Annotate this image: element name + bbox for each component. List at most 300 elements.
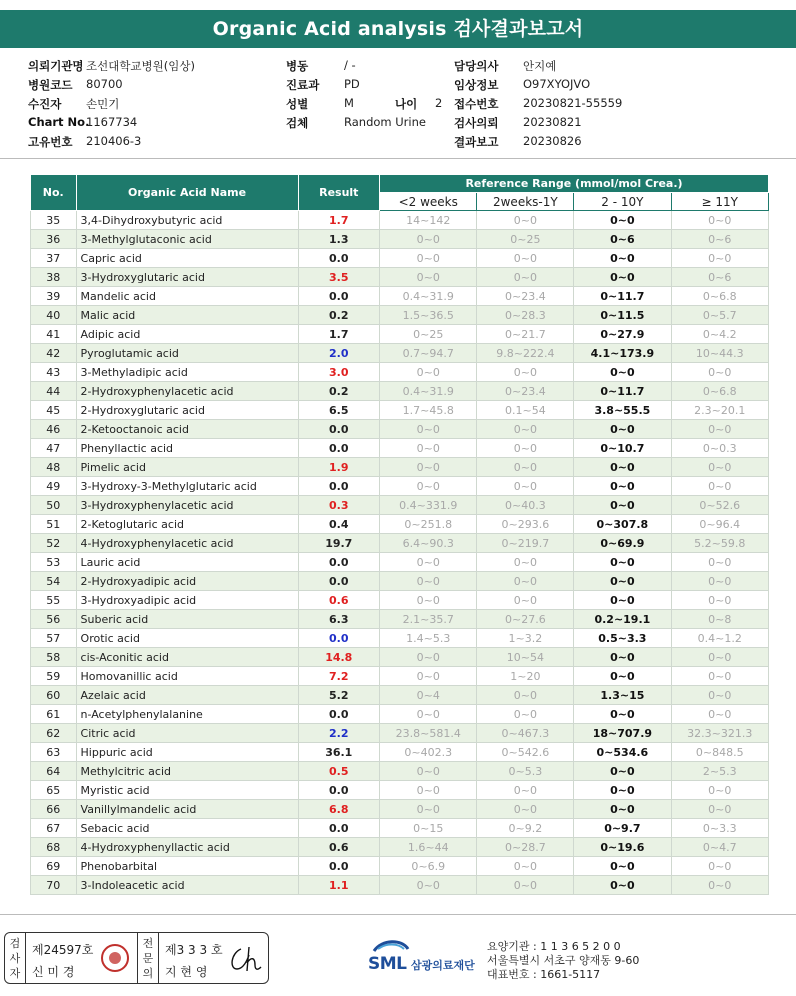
acid-name: 3,4-Dihydroxybutyric acid bbox=[76, 211, 298, 230]
signature-icon bbox=[227, 943, 265, 977]
table-row bbox=[31, 724, 769, 743]
reference-range: 0~0 bbox=[671, 876, 768, 895]
acid-name: Citric acid bbox=[76, 724, 298, 743]
reference-range: 0~0 bbox=[380, 876, 477, 895]
reference-range: 0~0 bbox=[380, 363, 477, 382]
results-table bbox=[30, 174, 769, 895]
reference-range: 0~0 bbox=[574, 572, 671, 591]
row-number: 51 bbox=[31, 515, 77, 534]
acid-name: 3-Indoleacetic acid bbox=[76, 876, 298, 895]
acid-name: Hippuric acid bbox=[76, 743, 298, 762]
table-row bbox=[31, 591, 769, 610]
reference-range: 0~52.6 bbox=[671, 496, 768, 515]
table-row bbox=[31, 857, 769, 876]
reference-range: 0~251.8 bbox=[380, 515, 477, 534]
acid-name: 3-Hydroxyglutaric acid bbox=[76, 268, 298, 287]
reference-range: 0~0 bbox=[574, 458, 671, 477]
table-row bbox=[31, 211, 769, 230]
result-value: 3.0 bbox=[298, 363, 380, 382]
reference-range: 0~0 bbox=[671, 211, 768, 230]
row-number: 53 bbox=[31, 553, 77, 572]
specialist-name: 지 현 영 bbox=[165, 965, 208, 979]
row-number: 35 bbox=[31, 211, 77, 230]
row-number: 42 bbox=[31, 344, 77, 363]
row-number: 36 bbox=[31, 230, 77, 249]
reference-range: 0~0 bbox=[477, 686, 574, 705]
result-value: 1.9 bbox=[298, 458, 380, 477]
acid-name: Phenobarbital bbox=[76, 857, 298, 876]
acid-name: 2-Ketooctanoic acid bbox=[76, 420, 298, 439]
row-number: 55 bbox=[31, 591, 77, 610]
table-row bbox=[31, 838, 769, 857]
acid-name: 2-Ketoglutaric acid bbox=[76, 515, 298, 534]
footer-divider bbox=[0, 914, 796, 915]
acid-name: Homovanillic acid bbox=[76, 667, 298, 686]
reference-range: 32.3~321.3 bbox=[671, 724, 768, 743]
table-row bbox=[31, 572, 769, 591]
acid-name: Capric acid bbox=[76, 249, 298, 268]
reference-range: 0~0 bbox=[477, 876, 574, 895]
reference-range: 0~0 bbox=[574, 553, 671, 572]
row-number: 57 bbox=[31, 629, 77, 648]
result-value: 0.2 bbox=[298, 382, 380, 401]
reference-range: 0~402.3 bbox=[380, 743, 477, 762]
col-header-ref-1: 2weeks-1Y bbox=[477, 193, 574, 211]
result-value: 6.5 bbox=[298, 401, 380, 420]
reference-range: 0.1~54 bbox=[477, 401, 574, 420]
info-row bbox=[28, 96, 788, 115]
report-date-value: 20230826 bbox=[523, 134, 582, 148]
reference-range: 0~15 bbox=[380, 819, 477, 838]
reference-range: 0~0 bbox=[477, 591, 574, 610]
result-value: 7.2 bbox=[298, 667, 380, 686]
result-value: 0.0 bbox=[298, 420, 380, 439]
row-number: 44 bbox=[31, 382, 77, 401]
table-row bbox=[31, 401, 769, 420]
table-row bbox=[31, 648, 769, 667]
table-row bbox=[31, 458, 769, 477]
chart-no-value: 1167734 bbox=[86, 115, 138, 129]
reference-range: 0~25 bbox=[477, 230, 574, 249]
reference-range: 23.8~581.4 bbox=[380, 724, 477, 743]
table-row bbox=[31, 800, 769, 819]
reference-range: 3.8~55.5 bbox=[574, 401, 671, 420]
signature-box bbox=[4, 932, 269, 984]
row-number: 66 bbox=[31, 800, 77, 819]
table-row bbox=[31, 249, 769, 268]
report-date-label: 결과보고 bbox=[454, 135, 499, 149]
reference-range: 2~5.3 bbox=[671, 762, 768, 781]
row-number: 41 bbox=[31, 325, 77, 344]
reference-range: 0.5~3.3 bbox=[574, 629, 671, 648]
reference-range: 9.8~222.4 bbox=[477, 344, 574, 363]
acid-name: 4-Hydroxyphenyllactic acid bbox=[76, 838, 298, 857]
reference-range: 0~0 bbox=[477, 781, 574, 800]
reference-range: 0~11.7 bbox=[574, 287, 671, 306]
reference-range: 0.4~31.9 bbox=[380, 382, 477, 401]
reference-range: 0~0 bbox=[380, 572, 477, 591]
patient-name-value: 손민기 bbox=[86, 97, 120, 111]
reference-range: 0~848.5 bbox=[671, 743, 768, 762]
ward-value: / - bbox=[344, 58, 356, 72]
age-value: 2 bbox=[435, 96, 443, 110]
reference-range: 0~0 bbox=[671, 686, 768, 705]
accession-no-value: 20230821-55559 bbox=[523, 96, 623, 110]
reference-range: 0~0 bbox=[671, 249, 768, 268]
acid-name: 2-Hydroxyphenylacetic acid bbox=[76, 382, 298, 401]
col-header-no: No. bbox=[31, 175, 77, 211]
result-value: 0.0 bbox=[298, 572, 380, 591]
reference-range: 0~0 bbox=[477, 420, 574, 439]
acid-name: Sebacic acid bbox=[76, 819, 298, 838]
row-number: 52 bbox=[31, 534, 77, 553]
unique-no-value: 210406-3 bbox=[86, 134, 142, 148]
reference-range: 0~0 bbox=[380, 705, 477, 724]
row-number: 46 bbox=[31, 420, 77, 439]
result-value: 0.0 bbox=[298, 249, 380, 268]
reference-range: 0~0 bbox=[671, 648, 768, 667]
reference-range: 0~10.7 bbox=[574, 439, 671, 458]
result-value: 0.0 bbox=[298, 287, 380, 306]
tester-label: 검 사 자 bbox=[9, 937, 21, 980]
reference-range: 0~27.6 bbox=[477, 610, 574, 629]
age-label: 나이 bbox=[395, 97, 418, 111]
contact-line: 서울특별시 서초구 양재동 9-60 bbox=[487, 954, 640, 967]
col-header-reference-range: Reference Range (mmol/mol Crea.) bbox=[380, 175, 769, 193]
reference-range: 4.1~173.9 bbox=[574, 344, 671, 363]
reference-range: 0~6 bbox=[574, 230, 671, 249]
result-value: 0.0 bbox=[298, 819, 380, 838]
reference-range: 18~707.9 bbox=[574, 724, 671, 743]
acid-name: 3-Hydroxyadipic acid bbox=[76, 591, 298, 610]
col-header-ref-3: ≥ 11Y bbox=[671, 193, 768, 211]
result-value: 1.7 bbox=[298, 211, 380, 230]
result-value: 0.0 bbox=[298, 477, 380, 496]
acid-name: Myristic acid bbox=[76, 781, 298, 800]
result-value: 1.1 bbox=[298, 876, 380, 895]
seal-stamp-icon bbox=[101, 944, 129, 972]
row-number: 40 bbox=[31, 306, 77, 325]
chart-no-label: Chart No. bbox=[28, 115, 90, 129]
row-number: 61 bbox=[31, 705, 77, 724]
acid-name: n-Acetylphenylalanine bbox=[76, 705, 298, 724]
result-value: 6.3 bbox=[298, 610, 380, 629]
result-value: 0.0 bbox=[298, 439, 380, 458]
reference-range: 0~11.5 bbox=[574, 306, 671, 325]
reference-range: 0~0 bbox=[574, 496, 671, 515]
table-row bbox=[31, 306, 769, 325]
request-date-label: 검사의뢰 bbox=[454, 116, 499, 130]
doctor-value: 안지예 bbox=[523, 59, 557, 73]
reference-range: 0~0 bbox=[574, 667, 671, 686]
acid-name: Adipic acid bbox=[76, 325, 298, 344]
contact-info bbox=[487, 940, 639, 982]
table-row bbox=[31, 705, 769, 724]
reference-range: 0~534.6 bbox=[574, 743, 671, 762]
acid-name: cis-Aconitic acid bbox=[76, 648, 298, 667]
table-row bbox=[31, 743, 769, 762]
result-value: 5.2 bbox=[298, 686, 380, 705]
table-row bbox=[31, 230, 769, 249]
header-divider bbox=[0, 158, 796, 159]
hospital-code-value: 80700 bbox=[86, 77, 123, 91]
table-row bbox=[31, 515, 769, 534]
reference-range: 0~9.7 bbox=[574, 819, 671, 838]
row-number: 43 bbox=[31, 363, 77, 382]
row-number: 67 bbox=[31, 819, 77, 838]
reference-range: 0~0 bbox=[671, 667, 768, 686]
result-value: 2.0 bbox=[298, 344, 380, 363]
reference-range: 0~0 bbox=[477, 857, 574, 876]
reference-range: 0~5.3 bbox=[477, 762, 574, 781]
reference-range: 0~6 bbox=[671, 268, 768, 287]
acid-name: Lauric acid bbox=[76, 553, 298, 572]
row-number: 68 bbox=[31, 838, 77, 857]
patient-info bbox=[28, 58, 788, 153]
reference-range: 0~0 bbox=[380, 781, 477, 800]
reference-range: 0~21.7 bbox=[477, 325, 574, 344]
info-row bbox=[28, 58, 788, 77]
acid-name: Suberic acid bbox=[76, 610, 298, 629]
table-row bbox=[31, 819, 769, 838]
reference-range: 0~25 bbox=[380, 325, 477, 344]
reference-range: 0.4~331.9 bbox=[380, 496, 477, 515]
reference-range: 1.4~5.3 bbox=[380, 629, 477, 648]
reference-range: 0~0 bbox=[574, 477, 671, 496]
reference-range: 0~0 bbox=[574, 876, 671, 895]
org-name: 삼광의료재단 bbox=[411, 959, 475, 972]
table-row bbox=[31, 268, 769, 287]
acid-name: 2-Hydroxyadipic acid bbox=[76, 572, 298, 591]
reference-range: 1.5~36.5 bbox=[380, 306, 477, 325]
reference-range: 0~0.3 bbox=[671, 439, 768, 458]
patient-name-label: 수진자 bbox=[28, 97, 62, 111]
reference-range: 0~0 bbox=[380, 477, 477, 496]
result-value: 0.4 bbox=[298, 515, 380, 534]
reference-range: 0~0 bbox=[574, 268, 671, 287]
reference-range: 0~27.9 bbox=[574, 325, 671, 344]
acid-name: Azelaic acid bbox=[76, 686, 298, 705]
row-number: 39 bbox=[31, 287, 77, 306]
report-title: Organic Acid analysis 검사결과보고서 bbox=[0, 10, 796, 48]
reference-range: 0~0 bbox=[574, 800, 671, 819]
reference-range: 0~0 bbox=[380, 762, 477, 781]
result-value: 0.0 bbox=[298, 629, 380, 648]
reference-range: 0~0 bbox=[477, 363, 574, 382]
acid-name: Pimelic acid bbox=[76, 458, 298, 477]
specimen-label: 검체 bbox=[286, 116, 309, 130]
table-row bbox=[31, 876, 769, 895]
reference-range: 1~20 bbox=[477, 667, 574, 686]
result-value: 36.1 bbox=[298, 743, 380, 762]
reference-range: 0~28.7 bbox=[477, 838, 574, 857]
reference-range: 0~0 bbox=[477, 477, 574, 496]
acid-name: Methylcitric acid bbox=[76, 762, 298, 781]
reference-range: 0.4~31.9 bbox=[380, 287, 477, 306]
reference-range: 0~0 bbox=[380, 230, 477, 249]
reference-range: 0~0 bbox=[671, 553, 768, 572]
result-value: 1.7 bbox=[298, 325, 380, 344]
reference-range: 0.2~19.1 bbox=[574, 610, 671, 629]
reference-range: 1.3~15 bbox=[574, 686, 671, 705]
acid-name: 3-Methylglutaconic acid bbox=[76, 230, 298, 249]
referring-org-label: 의뢰기관명 bbox=[28, 59, 84, 73]
reference-range: 0~4.2 bbox=[671, 325, 768, 344]
result-value: 0.0 bbox=[298, 857, 380, 876]
reference-range: 1.6~44 bbox=[380, 838, 477, 857]
reference-range: 0~0 bbox=[574, 249, 671, 268]
reference-range: 0~28.3 bbox=[477, 306, 574, 325]
specimen-value: Random Urine bbox=[344, 115, 426, 129]
reference-range: 0~0 bbox=[380, 591, 477, 610]
reference-range: 0~19.6 bbox=[574, 838, 671, 857]
row-number: 69 bbox=[31, 857, 77, 876]
reference-range: 0.7~94.7 bbox=[380, 344, 477, 363]
reference-range: 0~219.7 bbox=[477, 534, 574, 553]
row-number: 58 bbox=[31, 648, 77, 667]
clinical-info-label: 임상정보 bbox=[454, 78, 499, 92]
reference-range: 0~0 bbox=[477, 211, 574, 230]
tester-name: 신 미 경 bbox=[32, 965, 75, 979]
reference-range: 6.4~90.3 bbox=[380, 534, 477, 553]
table-row bbox=[31, 762, 769, 781]
row-number: 64 bbox=[31, 762, 77, 781]
table-row bbox=[31, 439, 769, 458]
reference-range: 0~0 bbox=[574, 363, 671, 382]
doctor-label: 담당의사 bbox=[454, 59, 499, 73]
reference-range: 0~307.8 bbox=[574, 515, 671, 534]
reference-range: 0~40.3 bbox=[477, 496, 574, 515]
reference-range: 0~0 bbox=[477, 572, 574, 591]
row-number: 56 bbox=[31, 610, 77, 629]
reference-range: 0~0 bbox=[574, 211, 671, 230]
row-number: 49 bbox=[31, 477, 77, 496]
referring-org-value: 조선대학교병원(임상) bbox=[86, 59, 195, 73]
col-header-result: Result bbox=[298, 175, 380, 211]
reference-range: 0~0 bbox=[380, 800, 477, 819]
specialist-id: 제3 3 3 호 bbox=[165, 943, 223, 957]
specialist-label: 전 문 의 bbox=[142, 937, 154, 980]
table-row bbox=[31, 686, 769, 705]
reference-range: 0~0 bbox=[671, 420, 768, 439]
result-value: 0.6 bbox=[298, 838, 380, 857]
result-value: 0.3 bbox=[298, 496, 380, 515]
reference-range: 0~0 bbox=[574, 648, 671, 667]
acid-name: Orotic acid bbox=[76, 629, 298, 648]
result-value: 14.8 bbox=[298, 648, 380, 667]
reference-range: 0~9.2 bbox=[477, 819, 574, 838]
acid-name: Vanillylmandelic acid bbox=[76, 800, 298, 819]
reference-range: 0~467.3 bbox=[477, 724, 574, 743]
table-row bbox=[31, 553, 769, 572]
tester-id: 제24597호 bbox=[32, 943, 94, 957]
row-number: 47 bbox=[31, 439, 77, 458]
reference-range: 0~8 bbox=[671, 610, 768, 629]
reference-range: 0~0 bbox=[477, 553, 574, 572]
acid-name: 3-Methyladipic acid bbox=[76, 363, 298, 382]
table-row bbox=[31, 287, 769, 306]
result-value: 19.7 bbox=[298, 534, 380, 553]
acid-name: Malic acid bbox=[76, 306, 298, 325]
row-number: 60 bbox=[31, 686, 77, 705]
acid-name: 3-Hydroxyphenylacetic acid bbox=[76, 496, 298, 515]
result-value: 1.3 bbox=[298, 230, 380, 249]
reference-range: 0~0 bbox=[574, 781, 671, 800]
reference-range: 0~23.4 bbox=[477, 287, 574, 306]
hospital-code-label: 병원코드 bbox=[28, 78, 73, 92]
table-row bbox=[31, 534, 769, 553]
table-row bbox=[31, 667, 769, 686]
table-row bbox=[31, 629, 769, 648]
row-number: 38 bbox=[31, 268, 77, 287]
table-row bbox=[31, 781, 769, 800]
result-value: 0.0 bbox=[298, 781, 380, 800]
reference-range: 0~6.8 bbox=[671, 287, 768, 306]
sex-label: 성별 bbox=[286, 97, 309, 111]
reference-range: 0~0 bbox=[477, 705, 574, 724]
info-row bbox=[28, 115, 788, 134]
accession-no-label: 접수번호 bbox=[454, 97, 499, 111]
reference-range: 1~3.2 bbox=[477, 629, 574, 648]
contact-line: 요양기관 : 1 1 3 6 5 2 0 0 bbox=[487, 940, 621, 953]
info-row bbox=[28, 77, 788, 96]
reference-range: 0~5.7 bbox=[671, 306, 768, 325]
acid-name: Phenyllactic acid bbox=[76, 439, 298, 458]
reference-range: 5.2~59.8 bbox=[671, 534, 768, 553]
table-row bbox=[31, 477, 769, 496]
reference-range: 0~0 bbox=[671, 705, 768, 724]
reference-range: 14~142 bbox=[380, 211, 477, 230]
col-header-ref-0: <2 weeks bbox=[380, 193, 477, 211]
acid-name: 3-Hydroxy-3-Methylglutaric acid bbox=[76, 477, 298, 496]
result-value: 0.5 bbox=[298, 762, 380, 781]
clinical-info-value: O97XYOJVO bbox=[523, 77, 591, 91]
row-number: 50 bbox=[31, 496, 77, 515]
reference-range: 0~542.6 bbox=[477, 743, 574, 762]
reference-range: 0~0 bbox=[671, 591, 768, 610]
row-number: 37 bbox=[31, 249, 77, 268]
reference-range: 0~0 bbox=[477, 249, 574, 268]
row-number: 65 bbox=[31, 781, 77, 800]
acid-name: 4-Hydroxyphenylacetic acid bbox=[76, 534, 298, 553]
result-value: 3.5 bbox=[298, 268, 380, 287]
reference-range: 0~23.4 bbox=[477, 382, 574, 401]
reference-range: 2.1~35.7 bbox=[380, 610, 477, 629]
reference-range: 0~4 bbox=[380, 686, 477, 705]
info-row bbox=[28, 134, 788, 153]
reference-range: 0~0 bbox=[574, 762, 671, 781]
reference-range: 0~0 bbox=[477, 800, 574, 819]
sex-value: M bbox=[344, 96, 354, 110]
acid-name: Pyroglutamic acid bbox=[76, 344, 298, 363]
reference-range: 0.4~1.2 bbox=[671, 629, 768, 648]
reference-range: 0~69.9 bbox=[574, 534, 671, 553]
table-row bbox=[31, 325, 769, 344]
reference-range: 0~0 bbox=[671, 572, 768, 591]
reference-range: 0~0 bbox=[380, 420, 477, 439]
reference-range: 10~54 bbox=[477, 648, 574, 667]
reference-range: 2.3~20.1 bbox=[671, 401, 768, 420]
reference-range: 0~0 bbox=[380, 648, 477, 667]
reference-range: 0~0 bbox=[671, 781, 768, 800]
department-value: PD bbox=[344, 77, 360, 91]
row-number: 62 bbox=[31, 724, 77, 743]
reference-range: 0~0 bbox=[671, 857, 768, 876]
acid-name: 2-Hydroxyglutaric acid bbox=[76, 401, 298, 420]
reference-range: 0~6 bbox=[671, 230, 768, 249]
reference-range: 0~0 bbox=[574, 705, 671, 724]
row-number: 59 bbox=[31, 667, 77, 686]
